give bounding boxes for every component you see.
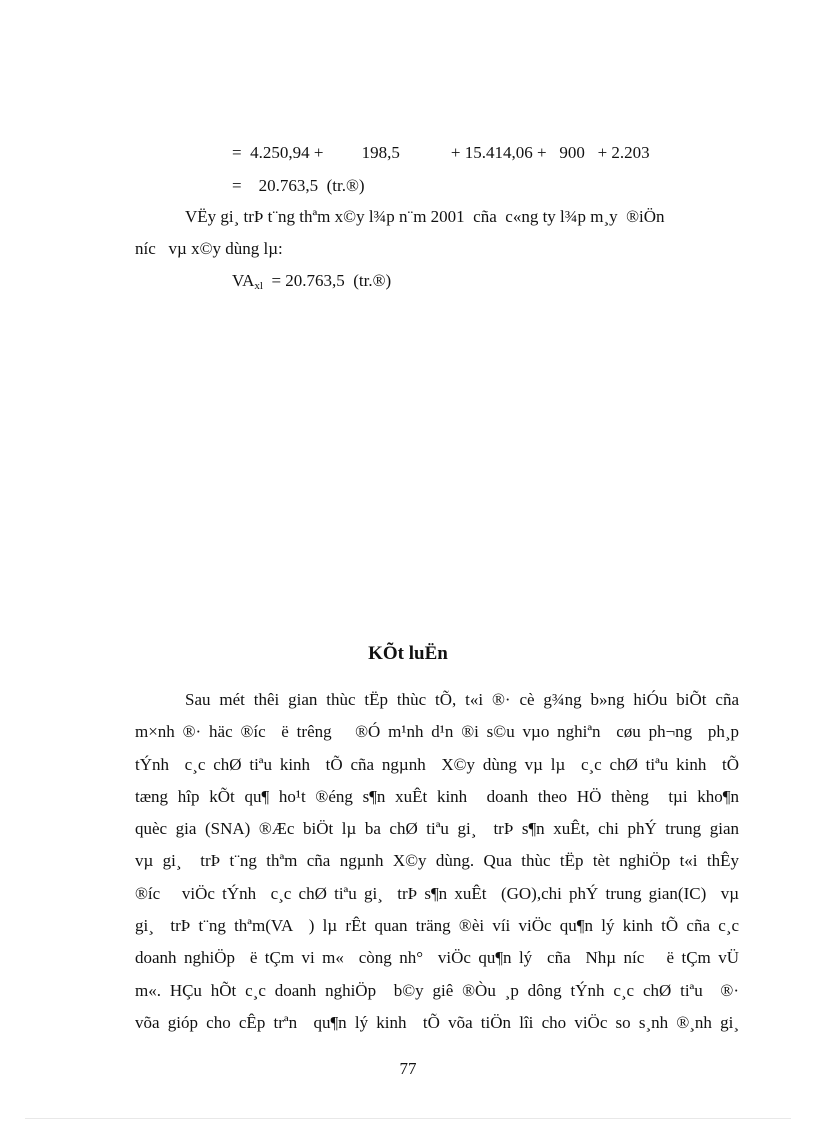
conclusion-line: m×nh ®· häc ®íc ë trêng ®Ó m¹nh d¹n ®i s©u vµo nghiªn cøu ph¬ng ph¸p (135, 722, 739, 742)
equation-line-2: = 20.763,5 (tr.®) (232, 176, 365, 195)
conclusion-line: tÝnh c¸c chØ tiªu kinh tÕ cña ngµnh X©y dùng vµ lµ c¸c chØ tiªu kinh tÕ (135, 754, 739, 774)
conclusion-paragraph (135, 684, 739, 1039)
paragraph-line-1: VËy gi¸ trÞ t¨ng thªm x©y l¾p n¨m 2001 cña c«ng ty l¾p m¸y ®iÖn (185, 207, 665, 226)
va-subscript: xl (254, 280, 263, 292)
va-value: = 20.763,5 (tr.®) (262, 271, 392, 290)
paragraph-line-2: níc vµ x©y dùng lµ: (135, 239, 283, 258)
value-added-line (232, 270, 391, 297)
footer-divider (25, 1118, 791, 1119)
equation-line-1: = 4.250,94 + 198,5 + 15.414,06 + 900 + 2.203 (232, 143, 650, 162)
conclusion-line: Sau mét thêi gian thùc tËp thùc tÕ, t«i ®· cè g¾ng b»ng hiÓu biÕt cña (185, 690, 739, 709)
conclusion-line: quèc gia (SNA) ®Æc biÖt lµ ba chØ tiªu gi¸ trÞ s¶n xuÊt, chi phÝ trung gian (135, 819, 739, 839)
conclusion-line: vµ gi¸ trÞ t¨ng thªm cña ngµnh X©y dùng. Qua thùc tËp tèt nghiÖp t«i thÊy (135, 851, 739, 871)
conclusion-line: doanh nghiÖp ë tÇm vi m« còng nh° viÖc qu¶n lý cña Nhµ níc ë tÇm vÜ (135, 948, 739, 968)
va-label: VA (232, 271, 255, 290)
conclusion-line: ®íc viÖc tÝnh c¸c chØ tiªu gi¸ trÞ s¶n xuÊt (GO),chi phÝ trung gian(IC) vµ (135, 883, 739, 903)
conclusion-line: m«. HÇu hÕt c¸c doanh nghiÖp b©y giê ®Òu ¸p dông tÝnh c¸c chØ tiªu ®· (135, 980, 739, 1000)
conclusion-line: gi¸ trÞ t¨ng thªm(VA ) lµ rÊt quan träng ®èi víi viÖc qu¶n lý kinh tÕ cña c¸c (135, 916, 739, 936)
section-heading: KÕt luËn (368, 643, 448, 664)
conclusion-line: võa gióp cho cÊp trªn qu¶n lý kinh tÕ võa tiÖn lîi cho viÖc so s¸nh ®¸nh gi¸ (135, 1012, 739, 1032)
page-number: 77 (399, 1059, 417, 1078)
conclusion-line: tæng hîp kÕt qu¶ ho¹t ®éng s¶n xuÊt kinh doanh theo HÖ thèng tµi kho¶n (135, 786, 739, 806)
